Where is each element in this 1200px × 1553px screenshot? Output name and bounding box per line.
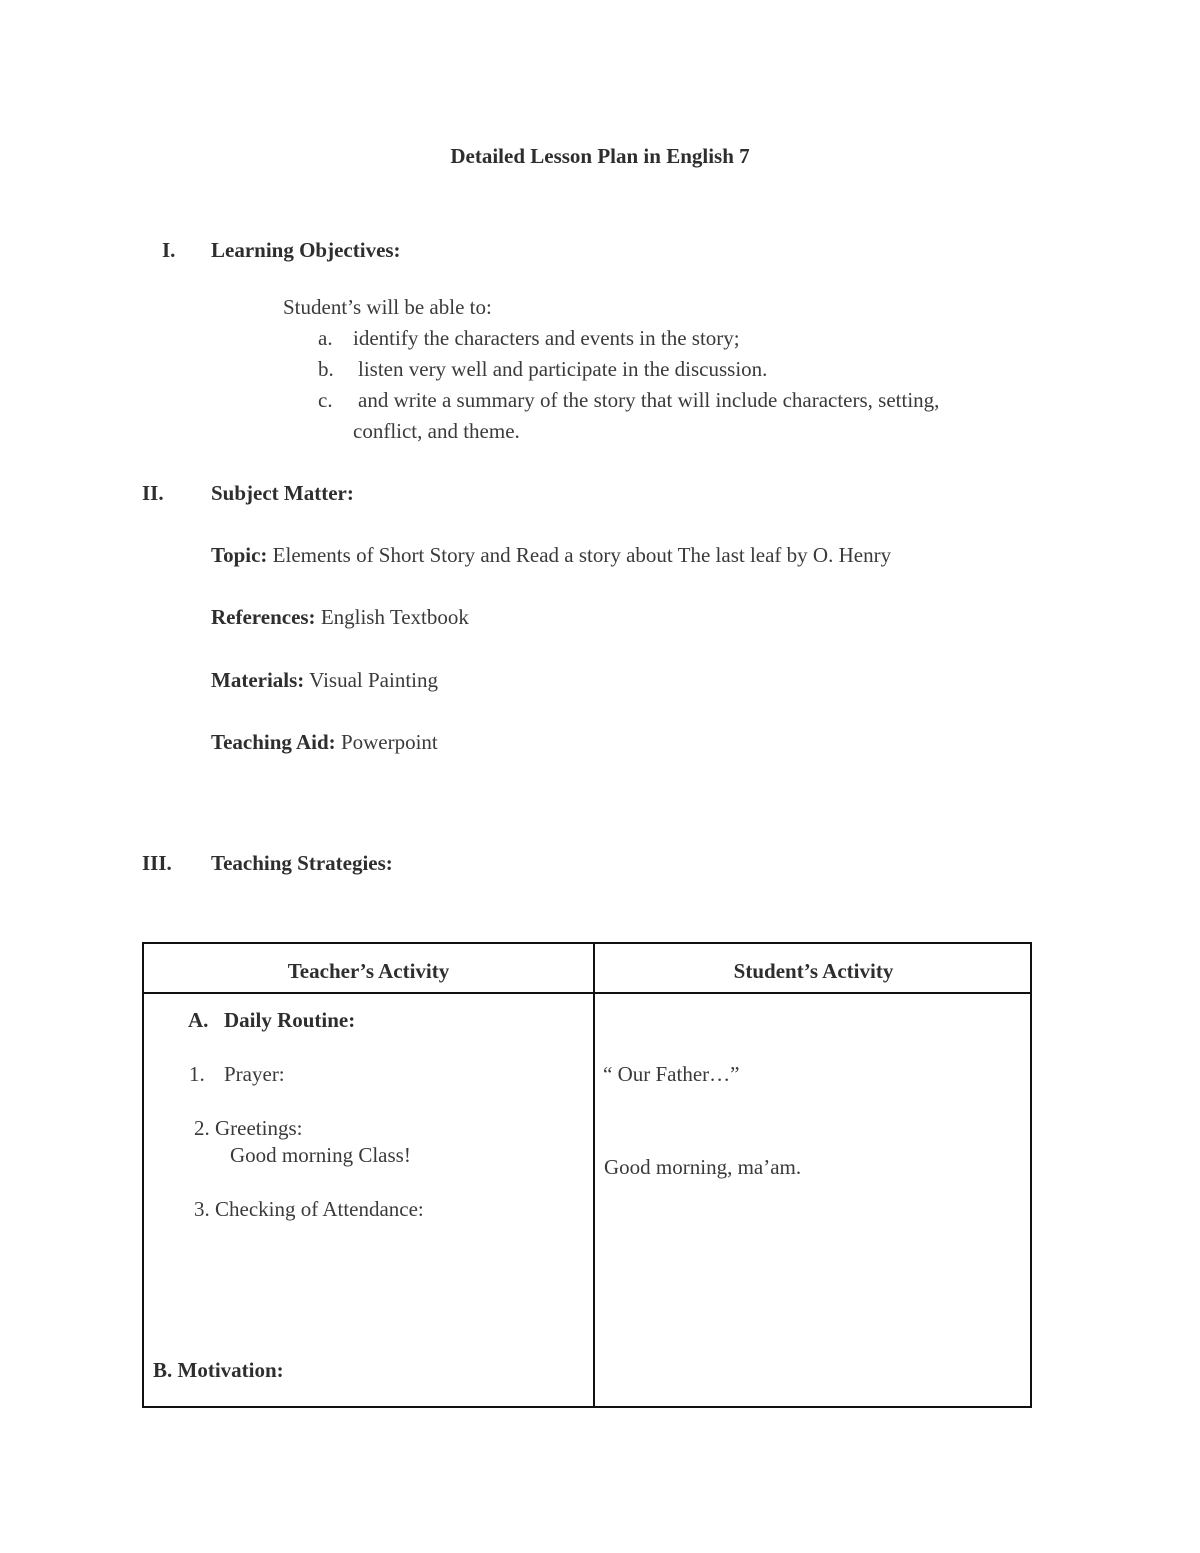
- field-materials: [211, 670, 438, 691]
- field-label-topic: Topic:: [211, 543, 268, 567]
- prayer-marker: 1.: [189, 1062, 205, 1086]
- motivation-heading: B. Motivation:: [153, 1358, 284, 1382]
- field-value-teaching-aid: Powerpoint: [340, 730, 438, 754]
- field-label-references: References:: [211, 605, 316, 629]
- header-teacher-activity: Teacher’s Activity: [287, 959, 450, 983]
- field-value-topic: Elements of Short Story and Read a story about The last leaf by O. Henry: [272, 543, 892, 567]
- objective-marker-b: b.: [318, 357, 334, 381]
- objective-text-b: listen very well and participate in the discussion.: [358, 357, 768, 381]
- field-label-materials: Materials:: [211, 668, 305, 692]
- objective-text-a: identify the characters and events in the story;: [353, 326, 740, 350]
- activity-table: [142, 942, 1032, 1408]
- objective-text-c-continuation: conflict, and theme.: [353, 419, 520, 443]
- field-value-references: English Textbook: [320, 605, 469, 629]
- objective-marker-c: c.: [318, 388, 333, 412]
- field-teaching-aid: [211, 732, 438, 753]
- field-value-materials: Visual Painting: [309, 668, 438, 692]
- table-column-divider: [593, 944, 595, 1406]
- objectives-intro: Student’s will be able to:: [283, 295, 492, 319]
- section-heading-strategies: Teaching Strategies:: [211, 851, 393, 875]
- objective-text-c: and write a summary of the story that will include characters, setting,: [358, 388, 940, 412]
- prayer-response: “ Our Father…”: [603, 1062, 740, 1086]
- routine-marker: A.: [188, 1008, 209, 1032]
- section-numeral-objectives: I.: [162, 238, 176, 262]
- section-heading-subject: Subject Matter:: [211, 481, 354, 505]
- table-header-divider: [144, 992, 1030, 994]
- routine-heading: Daily Routine:: [224, 1008, 356, 1032]
- section-numeral-subject: II.: [142, 481, 164, 505]
- field-references: [211, 607, 469, 628]
- prayer-label: Prayer:: [224, 1062, 285, 1086]
- document-title: Detailed Lesson Plan in English 7: [450, 144, 750, 168]
- greetings-label: 2. Greetings:: [194, 1116, 303, 1140]
- attendance-label: 3. Checking of Attendance:: [194, 1197, 424, 1221]
- greeting-response: Good morning, ma’am.: [604, 1155, 802, 1179]
- greeting-line: Good morning Class!: [230, 1143, 411, 1167]
- header-student-activity: Student’s Activity: [733, 959, 894, 983]
- field-topic: [211, 545, 891, 566]
- section-numeral-strategies: III.: [142, 851, 172, 875]
- section-heading-objectives: Learning Objectives:: [211, 238, 401, 262]
- field-label-teaching-aid: Teaching Aid:: [211, 730, 336, 754]
- objective-marker-a: a.: [318, 326, 333, 350]
